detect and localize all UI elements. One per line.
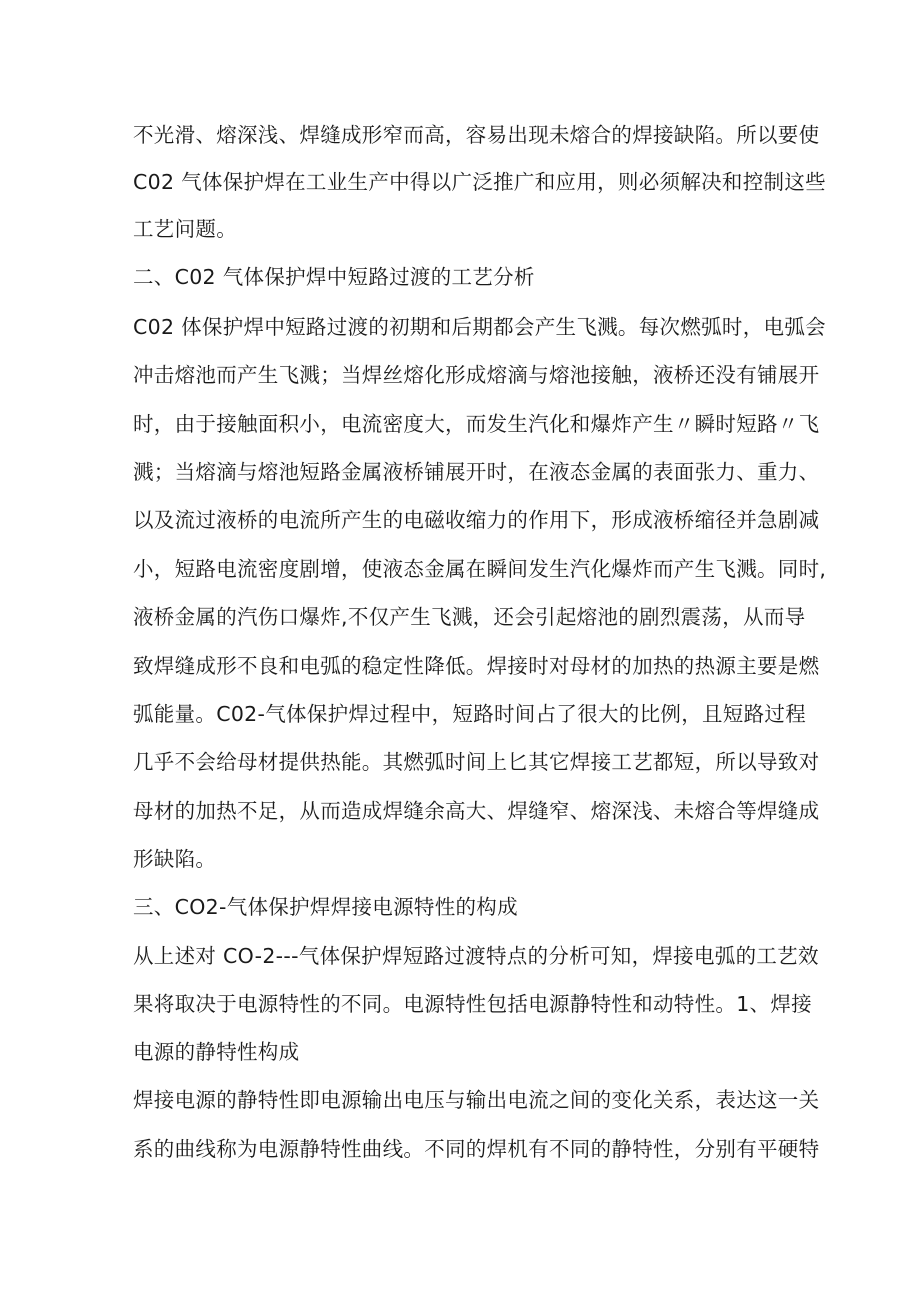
text-line: 电源的静特性构成 [133, 1040, 300, 1064]
text-line: 冲击熔池而产生飞溅；当焊丝熔化形成熔滴与熔池接触，液桥还没有铺展开 [133, 363, 820, 387]
text-line: 不光滑、熔深浅、焊缝成形窄而高，容易出现未熔合的焊接缺陷。所以要使 [133, 123, 820, 147]
text-line: 弧能量。C02-气体保护焊过程中，短路时间占了很大的比例，且短路过程 [133, 702, 806, 726]
text-line: C02 体保护焊中短路过渡的初期和后期都会产生飞溅。每次燃弧时，电弧会 [133, 315, 826, 339]
text-line: 焊接电源的静特性即电源输出电压与输出电流之间的变化关系，表达这一关 [133, 1088, 820, 1112]
text-line: 形缺陷。 [133, 847, 217, 871]
text-line: 以及流过液桥的电流所产生的电磁收缩力的作用下，形成液桥缩径并急剧减 [133, 508, 820, 532]
text-line: 时，由于接触面积小，电流密度大，而发生汽化和爆炸产生〃瞬时短路〃飞 [133, 412, 820, 436]
text-line: 果将取决于电源特性的不同。电源特性包括电源静特性和动特性。1、焊接 [133, 992, 812, 1016]
text-line: 系的曲线称为电源静特性曲线。不同的焊机有不同的静特性，分别有平硬特 [133, 1137, 820, 1161]
text-line: C02 气体保护焊在工业生产中得以广泛推广和应用，则必须解决和控制这些 [133, 170, 826, 194]
text-line: 溅；当熔滴与熔池短路金属液桥铺展开时，在液态金属的表面张力、重力、 [133, 460, 820, 484]
text-line: 致焊缝成形不良和电弧的稳定性降低。焊接时对母材的加热的热源主要是燃 [133, 654, 820, 678]
text-line: 工艺问题。 [133, 217, 237, 241]
text-line: 液桥金属的汽伤口爆炸,不仅产生飞溅，还会引起熔池的剧烈震荡，从而导 [133, 605, 806, 629]
section-heading: 二、C02 气体保护焊中短路过渡的工艺分析 [133, 265, 535, 289]
section-heading: 三、CO2-气体保护焊焊接电源特性的构成 [133, 895, 518, 919]
text-line: 几乎不会给母材提供热能。其燃弧时间上匕其它焊接工艺都短，所以导致对 [133, 750, 820, 774]
text-line: 从上述对 CO-2---气体保护焊短路过渡特点的分析可知，焊接电弧的工艺效 [133, 944, 819, 968]
text-line: 母材的加热不足，从而造成焊缝余高大、焊缝窄、熔深浅、未熔合等焊缝成 [133, 799, 820, 823]
text-line: 小，短路电流密度剧增，使液态金属在瞬间发生汽化爆炸而产生飞溅。同时, [133, 557, 827, 581]
